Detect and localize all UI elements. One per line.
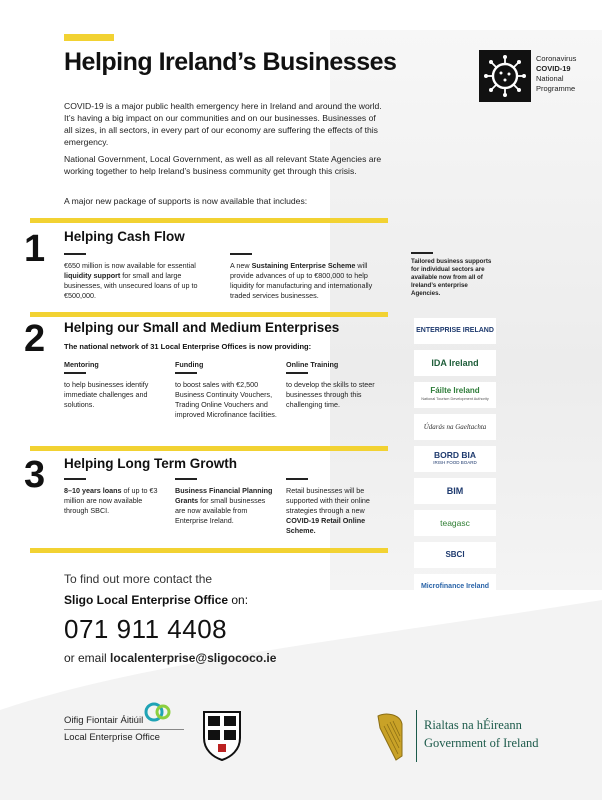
contact-office: Sligo Local Enterprise Office on: [64,593,249,607]
column-rule [64,372,86,374]
section-3-accent-bar [30,446,388,451]
phone-number[interactable]: 071 911 4408 [64,614,228,644]
agency-logo-microfinance-ireland[interactable] [414,574,496,600]
intro-paragraph-3: A major new package of supports is now available that includes: [64,196,308,206]
column-rule [230,253,252,255]
agency-subtitle: National Tourism Development Authority [421,397,489,401]
email-line: or email localenterprise@sligococo.ie [64,651,277,665]
agency-name: BORD BIA [433,450,476,460]
column-rule [175,372,197,374]
column-rule [175,478,197,480]
covid-logo-line3: National [536,74,564,83]
section-3-title: Helping Long Term Growth [64,456,237,471]
section-1-column-2: A new Sustaining Enterprise Scheme will provide advances of up to €800,000 to help liquidity for manufacturing and internationally traded services businesses. [230,253,390,301]
government-irish-name: Rialtas na hÉireann [424,718,522,732]
section-1-accent-bar [30,218,388,223]
agency-name: IDA Ireland [431,358,479,368]
covid-programme-logo [479,50,597,105]
section-1-title: Helping Cash Flow [64,229,185,244]
covid-logo-line1: Coronavirus [536,54,577,63]
agency-subtitle: IRISH FOOD BOARD [433,460,477,465]
section-2-number: 2 [24,318,46,360]
agency-name: ENTERPRISE IRELAND [416,327,494,334]
section-1-column-1: €650 million is now available for essential liquidity support for small and large businesses, with unsecured loans of up to €500,000. [64,253,199,301]
section-3-bottom-bar [30,548,388,553]
harp-icon [372,710,408,762]
agency-logo-udaras[interactable] [414,414,496,440]
column-rule [64,478,86,480]
section-3-column-3: Retail businesses will be supported with their online strategies through a new COVID-19 Retail Online Scheme. [286,478,391,536]
section-2-column-funding: Funding to boost sales with €2,500 Business Continuity Vouchers, Trading Online Vouchers and improved Microfinance facilities. [175,360,277,419]
column-rule [64,253,86,255]
section-2-title: Helping our Small and Medium Enterprises [64,320,340,335]
agencies-note: Tailored business supports for individual sectors are available now from all of Ireland’s enterprise Agencies. [411,252,493,298]
government-english-name: Government of Ireland [424,736,539,750]
contact-intro: To find out more contact the [64,572,213,586]
leo-logo [64,715,184,743]
agency-name: BIM [446,486,464,496]
sligo-crest-icon [198,708,246,762]
section-3-number: 3 [24,454,46,496]
agency-name: Microfinance Ireland [420,583,490,590]
virus-icon [479,50,531,102]
section-3-column-2: Business Financial Planning Grants for small businesses are now available from Enterprise Ireland. [175,478,275,526]
agency-logo-bord-bia[interactable] [414,446,496,472]
section-1-number: 1 [24,228,46,270]
agency-name: Údarás na Gaeltachta [423,423,487,431]
section-2-accent-bar [30,312,388,317]
covid-logo-line2: COVID-19 [536,64,571,73]
agency-logo-list [414,318,496,606]
page-title: Helping Ireland’s Businesses [64,48,397,76]
agency-logo-enterprise-ireland[interactable] [414,318,496,344]
agency-logo-ida-ireland[interactable] [414,350,496,376]
column-rule [286,478,308,480]
email-link[interactable]: localenterprise@sligococo.ie [110,651,277,665]
leo-mark-icon [144,701,172,723]
agency-logo-sbci[interactable] [414,542,496,568]
covid-logo-line4: Programme [536,84,576,93]
heading-accent-bar [64,34,114,41]
agency-logo-failte-ireland[interactable] [414,382,496,408]
agency-logo-teagasc[interactable] [414,510,496,536]
agency-name: SBCI [445,550,465,559]
note-rule [411,252,433,254]
intro-paragraph-2: National Government, Local Government, as well as all relevant State Agencies are working together to help Ireland’s business community get through this crisis. [64,154,382,176]
agency-name: Fáilte Ireland [430,386,480,395]
agency-name: teagasc [440,518,470,528]
leo-irish-name: Oifig Fiontair Áitiúil [64,715,144,726]
leo-english-name: Local Enterprise Office [64,729,184,743]
section-2-column-mentoring: Mentoring to help businesses identify immediate challenges and solutions. [64,360,149,409]
column-rule [286,372,308,374]
section-2-column-online-training: Online Training to develop the skills to steer businesses through this challenging time. [286,360,375,409]
intro-paragraph-1: COVID-19 is a major public health emergency here in Ireland and around the world. It’s having a big impact on our communities and on our businesses. Businesses of all sizes, in all sectors, in every part of our economy are suffering the effects of this emergency. [64,101,382,147]
government-divider [416,710,417,762]
section-2-subtitle: The national network of 31 Local Enterprise Offices is now providing: [64,342,312,351]
section-3-column-1: 8–10 years loans of up to €3 million are now available through SBCI. [64,478,164,516]
agency-logo-bim[interactable] [414,478,496,504]
